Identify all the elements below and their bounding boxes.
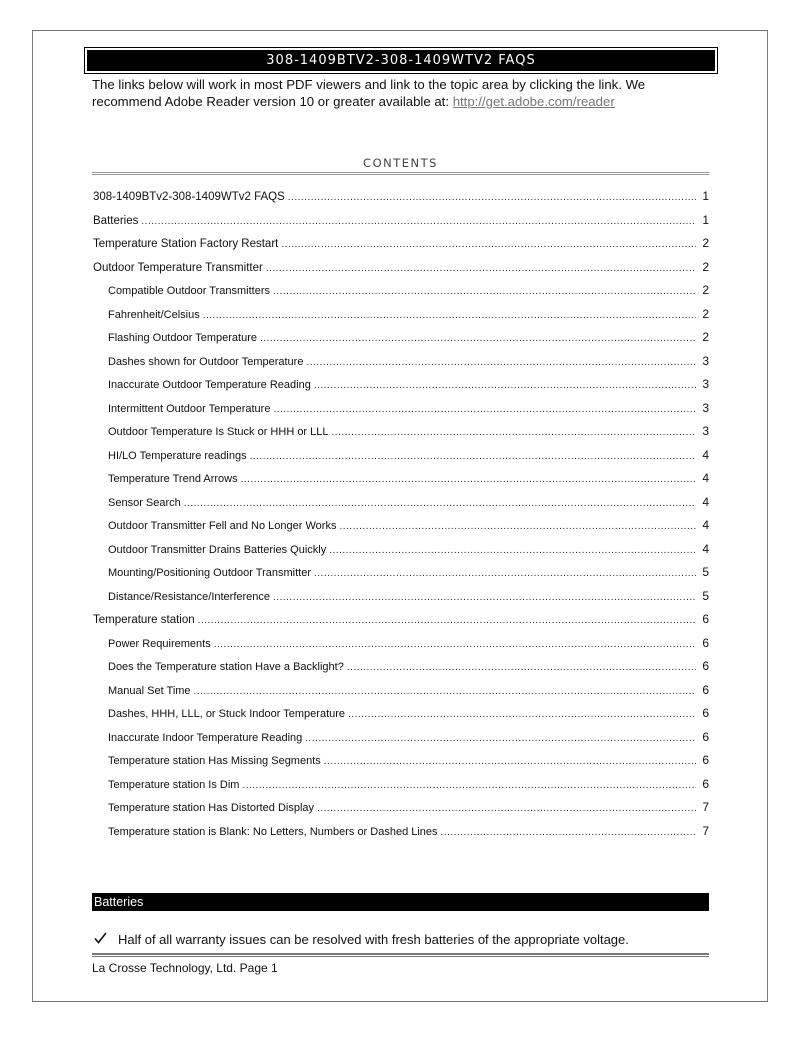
- toc-leader-dots: [305, 733, 696, 744]
- toc-page-number[interactable]: 3: [702, 400, 709, 415]
- toc-page-number[interactable]: 6: [702, 635, 709, 650]
- toc-entry[interactable]: [92, 824, 709, 848]
- toc-entry[interactable]: [92, 377, 709, 401]
- toc-entry-title[interactable]: Batteries: [93, 214, 139, 227]
- toc-page-number[interactable]: 3: [702, 353, 709, 368]
- toc-entry-title[interactable]: Dashes, HHH, LLL, or Stuck Indoor Temperature: [108, 708, 346, 720]
- toc-entry[interactable]: [92, 448, 709, 472]
- toc-leader-dots: [329, 545, 696, 556]
- toc-entry-title[interactable]: Outdoor Transmitter Fell and No Longer Works: [108, 520, 337, 532]
- toc-entry-title[interactable]: Temperature station Has Distorted Display: [108, 802, 315, 814]
- toc-entry-title[interactable]: Temperature Trend Arrows: [108, 473, 238, 485]
- toc-entry[interactable]: [92, 213, 709, 237]
- toc-leader-dots: [214, 639, 696, 650]
- toc-entry[interactable]: [92, 354, 709, 378]
- toc-entry[interactable]: [92, 683, 709, 707]
- toc-entry-title[interactable]: Sensor Search: [108, 496, 181, 509]
- toc-entry-title[interactable]: Dashes shown for Outdoor Temperature: [108, 355, 304, 368]
- toc-entry-title[interactable]: Compatible Outdoor Transmitters: [108, 285, 271, 297]
- intro-paragraph: [92, 76, 712, 110]
- toc-page-number[interactable]: 1: [702, 189, 709, 203]
- toc-entry[interactable]: [92, 495, 709, 519]
- toc-entry-title[interactable]: Power Requirements: [108, 637, 211, 650]
- toc-leader-dots: [203, 310, 696, 321]
- toc-entry[interactable]: [92, 800, 709, 824]
- toc-entry[interactable]: [92, 236, 709, 260]
- batteries-bullet: [94, 932, 629, 947]
- toc-page-number[interactable]: 3: [702, 424, 709, 438]
- footer-divider: [92, 953, 709, 957]
- document-title-bar: [84, 47, 718, 74]
- toc-entry[interactable]: [92, 189, 709, 213]
- toc-entry-title[interactable]: Manual Set Time: [108, 684, 191, 697]
- toc-page-number[interactable]: 5: [702, 565, 709, 579]
- contents-heading: CONTENTS: [363, 156, 438, 170]
- toc-leader-dots: [348, 709, 696, 720]
- toc-entry-title[interactable]: Does the Temperature station Have a Backlight?: [108, 661, 344, 673]
- toc-entry-title[interactable]: Outdoor Temperature Is Stuck or HHH or LLL: [108, 426, 329, 438]
- batteries-section-heading: Batteries: [92, 893, 709, 911]
- toc-page-number[interactable]: 5: [702, 588, 709, 603]
- toc-page-number[interactable]: 2: [702, 306, 709, 321]
- toc-entry-title[interactable]: Intermittent Outdoor Temperature: [108, 402, 271, 415]
- toc-page-number[interactable]: 7: [702, 800, 709, 814]
- toc-leader-dots: [288, 192, 696, 203]
- toc-entry[interactable]: [92, 260, 709, 284]
- toc-entry-title[interactable]: Outdoor Temperature Transmitter: [93, 261, 263, 274]
- toc-entry[interactable]: [92, 307, 709, 331]
- toc-page-number[interactable]: 2: [702, 330, 709, 344]
- toc-page-number[interactable]: 2: [702, 236, 709, 250]
- toc-leader-dots: [260, 333, 696, 344]
- toc-leader-dots: [141, 216, 696, 227]
- toc-leader-dots: [332, 427, 696, 438]
- toc-entry-title[interactable]: Flashing Outdoor Temperature: [108, 332, 257, 344]
- toc-entry-title[interactable]: Temperature Station Factory Restart: [93, 238, 279, 250]
- toc-entry-title[interactable]: Temperature station Is Dim: [108, 778, 240, 791]
- toc-leader-dots: [347, 662, 696, 673]
- toc-leader-dots: [317, 803, 696, 814]
- toc-leader-dots: [273, 286, 696, 297]
- toc-entry-title[interactable]: Inaccurate Outdoor Temperature Reading: [108, 379, 311, 391]
- adobe-reader-link[interactable]: http://get.adobe.com/reader: [452, 94, 615, 109]
- toc-leader-dots: [324, 756, 696, 767]
- page-footer: La Crosse Technology, Ltd. Page 1: [92, 961, 278, 975]
- toc-entry-title[interactable]: Mounting/Positioning Outdoor Transmitter: [108, 567, 311, 579]
- toc-entry-title[interactable]: Temperature station: [93, 614, 195, 626]
- toc-leader-dots: [241, 474, 696, 485]
- toc-entry[interactable]: [92, 730, 709, 754]
- toc-page-number[interactable]: 4: [702, 447, 709, 462]
- toc-entry-title[interactable]: Distance/Resistance/Interference: [108, 590, 271, 603]
- toc-entry[interactable]: [92, 565, 709, 589]
- toc-entry-title[interactable]: Inaccurate Indoor Temperature Reading: [108, 731, 303, 744]
- table-of-contents: [92, 189, 709, 847]
- toc-leader-dots: [339, 521, 696, 532]
- toc-leader-dots: [250, 451, 696, 462]
- toc-entry[interactable]: [92, 518, 709, 542]
- toc-page-number[interactable]: 4: [702, 471, 709, 485]
- toc-page-number[interactable]: 6: [702, 659, 709, 673]
- toc-leader-dots: [194, 686, 696, 697]
- intro-text: The links below will work in most PDF viewers and link to the topic area by clicking the link. We recommend Adobe Reader version 10 or greater available at:: [92, 77, 646, 109]
- toc-entry[interactable]: [92, 542, 709, 566]
- toc-page-number[interactable]: 6: [702, 682, 709, 697]
- toc-page-number[interactable]: 6: [702, 612, 709, 626]
- toc-leader-dots: [314, 568, 696, 579]
- checkmark-icon: [94, 932, 108, 947]
- toc-page-number[interactable]: 6: [702, 729, 709, 744]
- toc-leader-dots: [184, 498, 696, 509]
- batteries-bullet-text: Half of all warranty issues can be resolved with fresh batteries of the appropriate voltage.: [118, 932, 629, 947]
- toc-entry[interactable]: [92, 589, 709, 613]
- toc-leader-dots: [242, 780, 696, 791]
- toc-entry[interactable]: [92, 636, 709, 660]
- toc-entry-title[interactable]: Fahrenheit/Celsius: [108, 308, 200, 321]
- toc-page-number[interactable]: 7: [702, 823, 709, 838]
- toc-page-number[interactable]: 6: [702, 753, 709, 767]
- toc-entry[interactable]: [92, 706, 709, 730]
- toc-entry-title[interactable]: HI/LO Temperature readings: [108, 449, 247, 462]
- toc-page-number[interactable]: 4: [702, 518, 709, 532]
- toc-leader-dots: [314, 380, 696, 391]
- toc-page-number[interactable]: 6: [702, 776, 709, 791]
- contents-divider: [92, 172, 709, 175]
- toc-leader-dots: [198, 615, 696, 626]
- toc-page-number[interactable]: 3: [702, 377, 709, 391]
- toc-entry[interactable]: [92, 612, 709, 636]
- toc-entry[interactable]: [92, 330, 709, 354]
- toc-page-number[interactable]: 6: [702, 706, 709, 720]
- toc-entry[interactable]: [92, 283, 709, 307]
- toc-leader-dots: [306, 357, 696, 368]
- toc-leader-dots: [281, 239, 696, 250]
- toc-page-number[interactable]: 2: [702, 259, 709, 274]
- toc-entry-title[interactable]: 308-1409BTv2-308-1409WTv2 FAQS: [93, 191, 285, 203]
- toc-entry[interactable]: [92, 777, 709, 801]
- toc-leader-dots: [273, 592, 696, 603]
- toc-leader-dots: [441, 827, 696, 838]
- document-title: 308-1409BTV2-308-1409WTV2 FAQS: [87, 50, 715, 71]
- toc-entry[interactable]: [92, 659, 709, 683]
- toc-entry[interactable]: [92, 753, 709, 777]
- toc-entry[interactable]: [92, 424, 709, 448]
- toc-entry-title[interactable]: Temperature station Has Missing Segments: [108, 755, 321, 767]
- toc-page-number[interactable]: 4: [702, 541, 709, 556]
- toc-entry-title[interactable]: Outdoor Transmitter Drains Batteries Quickly: [108, 543, 327, 556]
- toc-entry[interactable]: [92, 471, 709, 495]
- toc-page-number[interactable]: 1: [702, 212, 709, 227]
- toc-leader-dots: [266, 263, 696, 274]
- toc-entry[interactable]: [92, 401, 709, 425]
- toc-page-number[interactable]: 2: [702, 283, 709, 297]
- toc-leader-dots: [273, 404, 696, 415]
- toc-page-number[interactable]: 4: [702, 494, 709, 509]
- toc-entry-title[interactable]: Temperature station is Blank: No Letters, Numbers or Dashed Lines: [108, 825, 438, 838]
